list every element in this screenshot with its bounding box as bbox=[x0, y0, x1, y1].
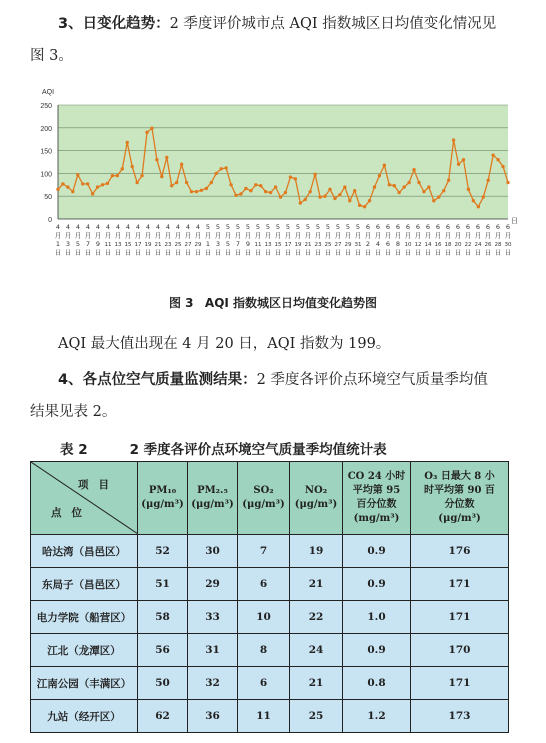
table-row bbox=[31, 535, 509, 568]
so2-cell: 6 bbox=[238, 667, 290, 700]
x-tick-label: 6 月 8 日 bbox=[394, 223, 402, 257]
x-tick-label: 4 月 25 日 bbox=[174, 223, 182, 257]
data-point bbox=[160, 175, 163, 178]
x-tick-label: 6 月 30 日 bbox=[504, 223, 512, 257]
paragraph-daily-trend bbox=[0, 14, 546, 34]
data-point bbox=[304, 198, 307, 201]
data-point bbox=[56, 188, 59, 191]
pm10-cell: 51 bbox=[138, 568, 188, 601]
no2-cell: 19 bbox=[290, 535, 343, 568]
data-point bbox=[333, 197, 336, 200]
site-name-cell: 江南公园（丰满区） bbox=[31, 667, 138, 700]
data-point bbox=[477, 205, 480, 208]
data-point bbox=[269, 191, 272, 194]
data-point bbox=[121, 167, 124, 170]
figure-caption bbox=[0, 294, 546, 311]
o3-cell: 171 bbox=[411, 568, 509, 601]
data-point bbox=[368, 199, 371, 202]
header-so2: SO₂ (μg/m³) bbox=[238, 462, 290, 535]
table-row bbox=[31, 700, 509, 733]
paragraph-site-results bbox=[0, 370, 546, 390]
no2-cell: 21 bbox=[290, 667, 343, 700]
x-tick-label: 6 月 4 日 bbox=[374, 223, 382, 257]
no2-cell: 22 bbox=[290, 601, 343, 634]
o3-cell: 171 bbox=[411, 601, 509, 634]
x-tick-label: 4 月 17 日 bbox=[134, 223, 142, 257]
data-point bbox=[135, 181, 138, 184]
corner-site-label: 点位 bbox=[51, 507, 92, 519]
data-point bbox=[422, 190, 425, 193]
paragraph-text: 2 季度各评价点环境空气质量季均值 bbox=[256, 372, 488, 388]
data-point bbox=[140, 174, 143, 177]
data-point bbox=[111, 174, 114, 177]
data-point bbox=[393, 184, 396, 187]
x-tick-label: 6 月 12 日 bbox=[414, 223, 422, 257]
x-tick-label: 5 月 25 日 bbox=[324, 223, 332, 257]
x-tick-label: 4 月 5 日 bbox=[74, 223, 82, 257]
y-tick-label: 50 bbox=[44, 194, 52, 202]
y-tick-label: 250 bbox=[40, 103, 52, 110]
site-name-cell: 九站（经开区） bbox=[31, 700, 138, 733]
data-point bbox=[185, 181, 188, 184]
plot-area bbox=[58, 105, 508, 219]
x-tick-label: 6 月 22 日 bbox=[464, 223, 472, 257]
table-header-row bbox=[31, 462, 509, 535]
x-tick-label: 5 月 13 日 bbox=[264, 223, 272, 257]
data-point bbox=[86, 182, 89, 185]
data-point bbox=[467, 188, 470, 191]
table-row bbox=[31, 568, 509, 601]
data-point bbox=[224, 166, 227, 169]
corner-item-label: 项目 bbox=[78, 479, 119, 491]
no2-cell: 25 bbox=[290, 700, 343, 733]
data-point bbox=[170, 184, 173, 187]
data-point bbox=[437, 195, 440, 198]
data-point bbox=[91, 192, 94, 195]
data-point bbox=[398, 191, 401, 194]
paragraph-text: 2 季度评价城市点 AQI 指数城区日均值变化情况见 bbox=[169, 16, 497, 32]
aqi-line-chart bbox=[30, 84, 520, 264]
data-point bbox=[462, 158, 465, 161]
table-corner-cell bbox=[31, 462, 138, 535]
data-point bbox=[363, 205, 366, 208]
co-cell: 1.0 bbox=[343, 601, 411, 634]
x-tick-label: 4 月 19 日 bbox=[144, 223, 152, 257]
pm10-cell: 58 bbox=[138, 601, 188, 634]
data-point bbox=[348, 199, 351, 202]
data-point bbox=[274, 185, 277, 188]
table-row bbox=[31, 634, 509, 667]
data-point bbox=[195, 190, 198, 193]
site-name-cell: 电力学院（船营区） bbox=[31, 601, 138, 634]
x-tick-label: 4 月 15 日 bbox=[124, 223, 132, 257]
paragraph-continuation: 图 3。 bbox=[30, 48, 73, 64]
x-tick-label: 6 月 2 日 bbox=[364, 223, 372, 257]
data-point bbox=[318, 195, 321, 198]
x-tick-label: 5 月 15 日 bbox=[274, 223, 282, 257]
so2-cell: 11 bbox=[238, 700, 290, 733]
o3-cell: 171 bbox=[411, 667, 509, 700]
x-tick-label: 4 月 27 日 bbox=[184, 223, 192, 257]
header-no2: NO₂ (μg/m³) bbox=[290, 462, 343, 535]
pm25-cell: 29 bbox=[188, 568, 238, 601]
data-point bbox=[239, 192, 242, 195]
y-tick-label: 200 bbox=[40, 125, 52, 133]
paragraph-heading: 3、日变化趋势： bbox=[58, 16, 170, 32]
x-tick-label: 4 月 9 日 bbox=[94, 223, 102, 257]
data-point bbox=[482, 195, 485, 198]
pm25-cell: 31 bbox=[188, 634, 238, 667]
data-point bbox=[353, 189, 356, 192]
x-tick-label: 4 月 11 日 bbox=[104, 223, 112, 257]
data-point bbox=[106, 182, 109, 185]
data-point bbox=[244, 187, 247, 190]
data-point bbox=[496, 158, 499, 161]
data-point bbox=[264, 190, 267, 193]
data-point bbox=[205, 187, 208, 190]
data-point bbox=[61, 182, 64, 185]
data-point bbox=[472, 199, 475, 202]
table-title bbox=[0, 438, 546, 458]
x-tick-label: 5 月 5 日 bbox=[224, 223, 232, 257]
paragraph-continuation: 结果见表 2。 bbox=[30, 404, 117, 420]
data-point bbox=[71, 190, 74, 193]
data-point bbox=[506, 181, 509, 184]
data-point bbox=[447, 179, 450, 182]
pm10-cell: 52 bbox=[138, 535, 188, 568]
o3-cell: 173 bbox=[411, 700, 509, 733]
y-tick-label: 100 bbox=[40, 171, 52, 179]
data-point bbox=[116, 174, 119, 177]
x-tick-label: 5 月 31 日 bbox=[354, 223, 362, 257]
data-point bbox=[313, 173, 316, 176]
x-tick-label: 5 月 7 日 bbox=[234, 223, 242, 257]
y-axis-label: AQI bbox=[42, 89, 55, 96]
data-point bbox=[234, 194, 237, 197]
data-point bbox=[417, 181, 420, 184]
data-point bbox=[289, 175, 292, 178]
data-point bbox=[145, 131, 148, 134]
data-point bbox=[130, 165, 133, 168]
x-tick-label: 5 月 17 日 bbox=[284, 223, 292, 257]
header-co: CO 24 小时 平均第 95 百分位数 (mg/m³) bbox=[343, 462, 411, 535]
x-tick-label: 6 月 18 日 bbox=[444, 223, 452, 257]
data-point bbox=[412, 168, 415, 171]
data-point bbox=[81, 182, 84, 185]
x-tick-label: 6 月 6 日 bbox=[384, 223, 392, 257]
so2-cell: 6 bbox=[238, 568, 290, 601]
header-pm10: PM₁₀ (μg/m³) bbox=[138, 462, 188, 535]
data-point bbox=[487, 179, 490, 182]
co-cell: 0.9 bbox=[343, 568, 411, 601]
no2-cell: 24 bbox=[290, 634, 343, 667]
table-row bbox=[31, 667, 509, 700]
x-tick-label: 5 月 1 日 bbox=[204, 223, 212, 257]
table-number: 表 2 bbox=[60, 442, 88, 458]
x-tick-label: 5 月 29 日 bbox=[344, 223, 352, 257]
data-point bbox=[343, 185, 346, 188]
data-point bbox=[442, 189, 445, 192]
co-cell: 1.2 bbox=[343, 700, 411, 733]
data-point bbox=[378, 174, 381, 177]
site-name-cell: 江北（龙潭区） bbox=[31, 634, 138, 667]
pm10-cell: 50 bbox=[138, 667, 188, 700]
data-point bbox=[308, 190, 311, 193]
x-tick-label: 6 月 14 日 bbox=[424, 223, 432, 257]
x-tick-label: 6 月 26 日 bbox=[484, 223, 492, 257]
air-quality-table bbox=[30, 461, 509, 733]
so2-cell: 7 bbox=[238, 535, 290, 568]
site-name-cell: 哈达湾（昌邑区） bbox=[31, 535, 138, 568]
data-point bbox=[219, 167, 222, 170]
data-point bbox=[190, 190, 193, 193]
data-point bbox=[66, 185, 69, 188]
figure-number: 图 3 bbox=[168, 296, 194, 310]
data-point bbox=[165, 156, 168, 159]
data-point bbox=[96, 185, 99, 188]
x-tick-label: 6 月 10 日 bbox=[404, 223, 412, 257]
x-tick-label: 4 月 29 日 bbox=[194, 223, 202, 257]
header-pm25: PM₂.₅ (μg/m³) bbox=[188, 462, 238, 535]
data-point bbox=[402, 185, 405, 188]
data-point bbox=[432, 199, 435, 202]
x-tick-label: 5 月 19 日 bbox=[294, 223, 302, 257]
y-tick-label: 150 bbox=[40, 148, 52, 156]
figure-title: AQI 指数城区日均值变化趋势图 bbox=[204, 296, 378, 310]
data-point bbox=[383, 163, 386, 166]
x-tick-label: 5 月 27 日 bbox=[334, 223, 342, 257]
paragraph-heading: 4、各点位空气质量监测结果： bbox=[58, 372, 257, 388]
data-point bbox=[155, 158, 158, 161]
x-tick-label: 4 月 13 日 bbox=[114, 223, 122, 257]
x-tick-label: 5 月 23 日 bbox=[314, 223, 322, 257]
data-point bbox=[338, 193, 341, 196]
x-tick-label: 4 月 3 日 bbox=[64, 223, 72, 257]
data-point bbox=[284, 191, 287, 194]
data-point bbox=[279, 195, 282, 198]
pm25-cell: 30 bbox=[188, 535, 238, 568]
so2-cell: 8 bbox=[238, 634, 290, 667]
x-tick-label: 4 月 23 日 bbox=[164, 223, 172, 257]
pm10-cell: 62 bbox=[138, 700, 188, 733]
data-point bbox=[215, 172, 218, 175]
data-point bbox=[299, 201, 302, 204]
table-row bbox=[31, 601, 509, 634]
co-cell: 0.9 bbox=[343, 535, 411, 568]
x-tick-label: 4 月 7 日 bbox=[84, 223, 92, 257]
data-point bbox=[294, 177, 297, 180]
data-point bbox=[175, 181, 178, 184]
pm25-cell: 33 bbox=[188, 601, 238, 634]
x-axis-label: 日 bbox=[511, 218, 518, 225]
paragraph-max-value: AQI 最大值出现在 4 月 20 日，AQI 指数为 199。 bbox=[58, 336, 391, 352]
x-tick-label: 5 月 9 日 bbox=[244, 223, 252, 257]
data-point bbox=[407, 181, 410, 184]
data-point bbox=[254, 183, 257, 186]
data-point bbox=[388, 183, 391, 186]
x-tick-label: 4 月 21 日 bbox=[154, 223, 162, 257]
co-cell: 0.9 bbox=[343, 634, 411, 667]
pm25-cell: 36 bbox=[188, 700, 238, 733]
header-o3: O₃ 日最大 8 小 时平均第 90 百 分位数 (μg/m³) bbox=[411, 462, 509, 535]
data-point bbox=[452, 138, 455, 141]
table-caption: 2 季度各评价点环境空气质量季均值统计表 bbox=[129, 442, 387, 458]
data-point bbox=[491, 153, 494, 156]
x-tick-label: 5 月 21 日 bbox=[304, 223, 312, 257]
x-tick-label: 6 月 28 日 bbox=[494, 223, 502, 257]
no2-cell: 21 bbox=[290, 568, 343, 601]
data-point bbox=[210, 181, 213, 184]
data-point bbox=[229, 183, 232, 186]
data-point bbox=[249, 189, 252, 192]
x-tick-label: 4 月 1 日 bbox=[54, 223, 62, 257]
data-point bbox=[323, 195, 326, 198]
data-point bbox=[150, 127, 153, 130]
x-tick-label: 5 月 3 日 bbox=[214, 223, 222, 257]
data-point bbox=[180, 163, 183, 166]
o3-cell: 176 bbox=[411, 535, 509, 568]
data-point bbox=[101, 183, 104, 186]
data-point bbox=[373, 185, 376, 188]
y-tick-label: 0 bbox=[48, 217, 52, 224]
site-name-cell: 东局子（昌邑区） bbox=[31, 568, 138, 601]
data-point bbox=[259, 184, 262, 187]
o3-cell: 170 bbox=[411, 634, 509, 667]
data-point bbox=[200, 189, 203, 192]
x-tick-label: 6 月 16 日 bbox=[434, 223, 442, 257]
x-tick-label: 6 月 24 日 bbox=[474, 223, 482, 257]
data-point bbox=[501, 165, 504, 168]
x-tick-label: 5 月 11 日 bbox=[254, 223, 262, 257]
pm25-cell: 32 bbox=[188, 667, 238, 700]
pm10-cell: 56 bbox=[138, 634, 188, 667]
data-point bbox=[328, 188, 331, 191]
data-point bbox=[427, 185, 430, 188]
data-point bbox=[358, 204, 361, 207]
so2-cell: 10 bbox=[238, 601, 290, 634]
co-cell: 0.8 bbox=[343, 667, 411, 700]
x-tick-label: 6 月 20 日 bbox=[454, 223, 462, 257]
data-point bbox=[457, 163, 460, 166]
data-point bbox=[126, 141, 129, 144]
data-point bbox=[76, 173, 79, 176]
